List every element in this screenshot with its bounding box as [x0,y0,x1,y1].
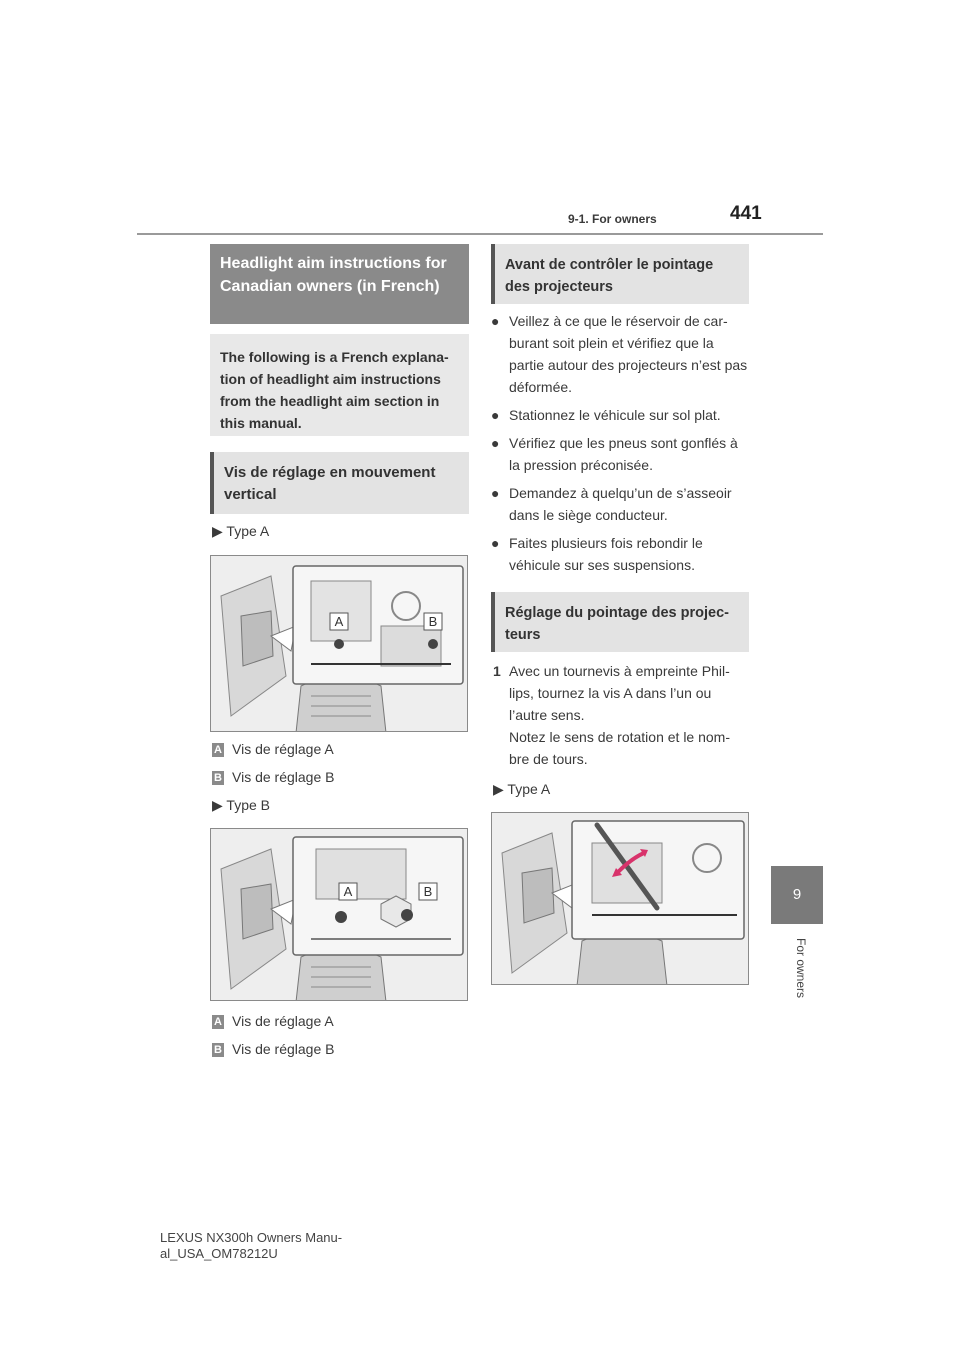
type-a-item-a: A Vis de réglage A [212,738,334,760]
step-note: Notez le sens de rotation et le nom-bre de tours. [509,729,731,767]
callout-badge: B [212,771,224,785]
figure-type-a [210,555,468,732]
list-item: ● Veillez à ce que le réservoir de car-burant soit plein et vérifiez que la partie autour des projecteurs n’est pas déformée. [491,310,749,398]
list-item: ● Stationnez le véhicule sur sol plat. [491,404,749,426]
type-b-label: ▶ Type B [212,797,271,813]
intro-box: The following is a French explana-tion of headlight aim instructions from the headlight aim section in this manual. [210,334,469,436]
screwdriver-illustration [492,813,749,985]
section-title: 9-1. For owners [568,212,657,226]
step-text: Avec un tournevis à empreinte Phil-lips, tournez la vis A dans l’un ou l’autre sens. [509,663,730,723]
callout-badge: A [212,1015,224,1029]
bullet-icon: ● [491,313,500,329]
step-number: 1 [493,663,501,679]
section-heading-adjust: Réglage du pointage des projec-teurs [491,592,749,652]
list-item: ● Faites plusieurs fois rebondir le véhicule sur ses suspensions. [491,532,749,576]
bullet-icon: ● [491,407,500,423]
triangle-icon: ▶ [212,523,223,539]
section-heading-vertical: Vis de réglage en mouvement vertical [210,452,469,514]
left-title: Headlight aim instructions for Canadian owners (in French) [210,244,469,324]
type-b-item-b: B Vis de réglage B [212,1038,334,1060]
type-b-item-a: A Vis de réglage A [212,1010,334,1032]
label-b: B [428,614,438,629]
bullet-icon: ● [491,435,500,451]
right-type-a-label: ▶ Type A [493,781,551,797]
triangle-icon: ▶ [493,781,504,797]
footer-line-2: al_USA_OM78212U [160,1246,278,1261]
page-number: 441 [730,203,762,224]
callout-badge: A [212,743,224,757]
engine-illustration-a [211,556,468,732]
label-b: B [423,884,433,899]
step-1 [491,660,749,770]
bullet-icon: ● [491,485,500,501]
chapter-tab: 9 [771,866,823,924]
list-item: ● Vérifiez que les pneus sont gonflés à la pression préconisée. [491,432,749,476]
triangle-icon: ▶ [212,797,223,813]
section-heading-before: Avant de contrôler le pointage des projecteurs [491,244,749,304]
bullet-list [491,310,749,582]
type-a-label: ▶ Type A [212,523,270,539]
type-a-item-b: B Vis de réglage B [212,766,334,788]
label-a: A [343,884,353,899]
chapter-tab-label: For owners [794,937,808,999]
callout-badge: B [212,1043,224,1057]
figure-adjust [491,812,749,985]
bullet-icon: ● [491,535,500,551]
list-item: ● Demandez à quelqu’un de s’asseoir dans le siège conducteur. [491,482,749,526]
footer-line-1: LEXUS NX300h Owners Manu- [160,1230,343,1245]
header-divider [137,233,823,235]
engine-illustration-b [211,829,468,1001]
figure-type-b [210,828,468,1001]
label-a: A [334,614,344,629]
